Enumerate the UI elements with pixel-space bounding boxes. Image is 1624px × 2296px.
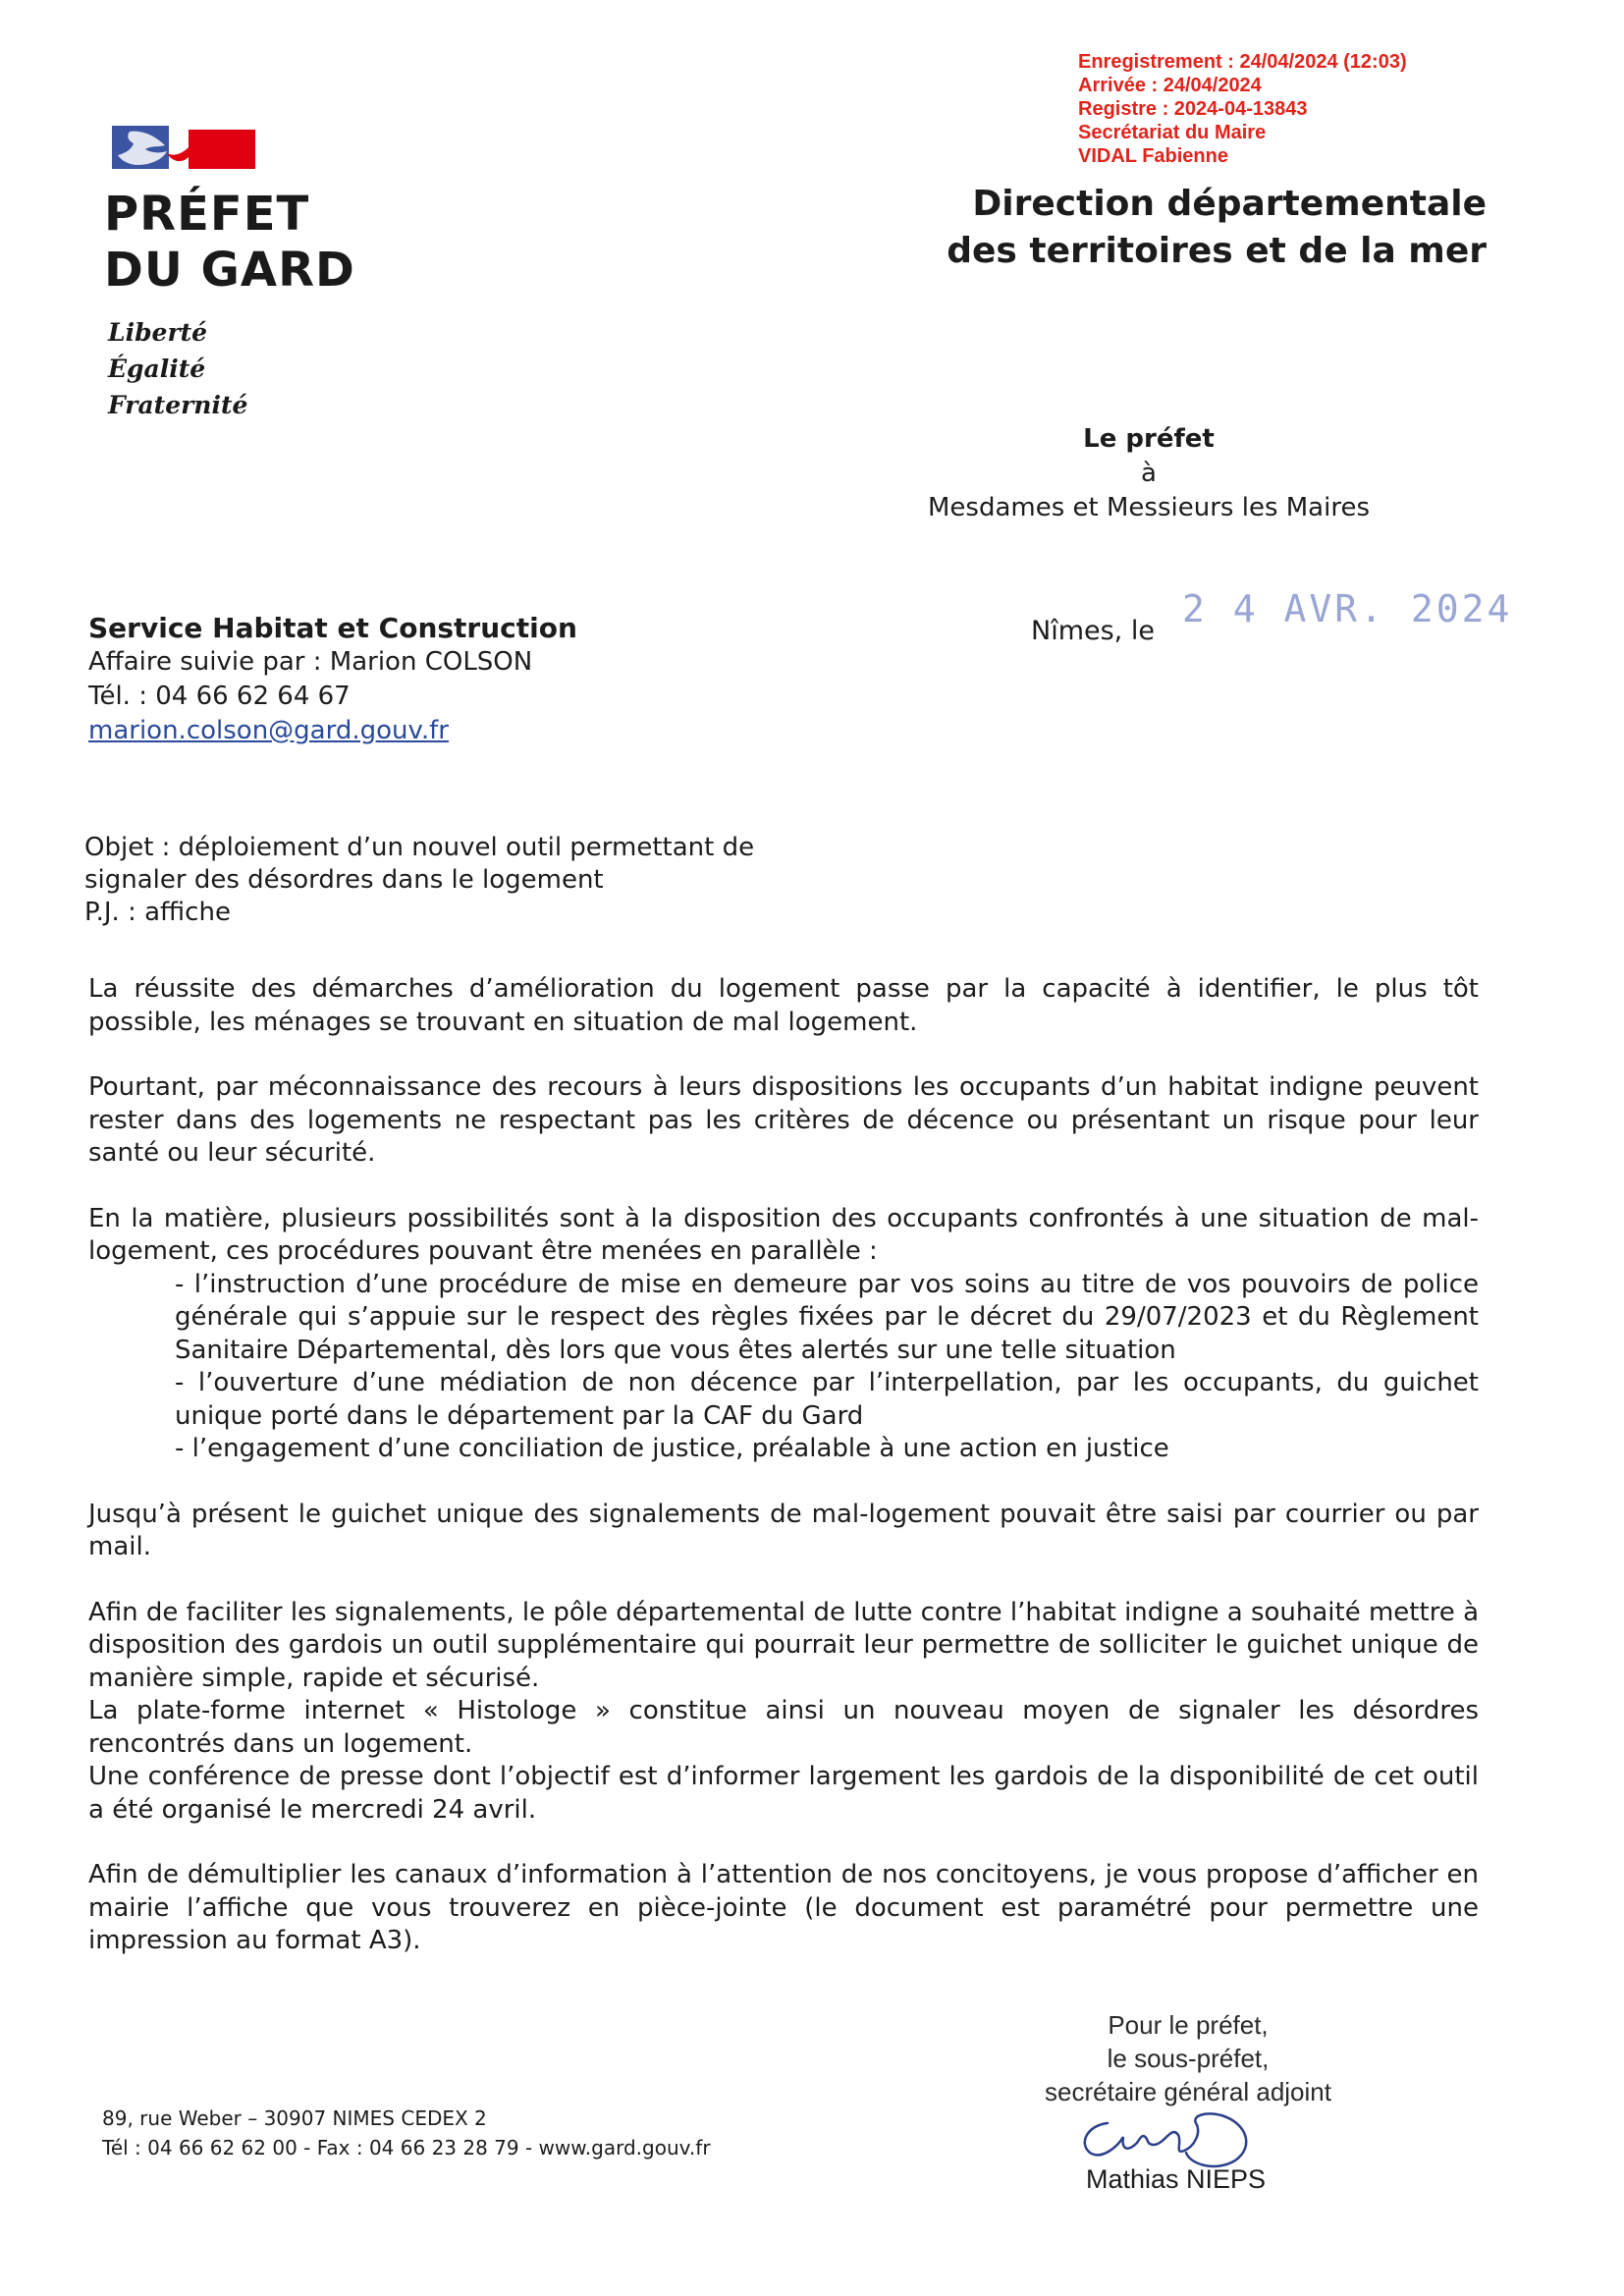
signer-name: Mathias NIEPS [1086, 2164, 1267, 2194]
paragraph-5b: La plate-forme internet « Histologe » constitue ainsi un nouveau moyen de signaler les désordres rencontrés dans un logement. [88, 1696, 1479, 1759]
direction-line-1: Direction départementale [972, 184, 1487, 224]
to-label: à [1141, 459, 1157, 488]
footer-address: 89, rue Weber – 30907 NIMES CEDEX 2 [102, 2106, 487, 2130]
list-item-1: - l’instruction d’une procédure de mise en demeure par vos soins au titre de vos pouvoirs de police générale qui s’appuie sur le respect des règles fixées par le décret du 29/07/2023 et du Règlement Sanitaire Départemental, dès lors que vous êtes alertés sur une telle situation [175, 1269, 1479, 1365]
followed-by: Affaire suivie par : Marion COLSON [88, 647, 533, 677]
paragraph-2: Pourtant, par méconnaissance des recours à leurs dispositions les occupants d’un habitat indigne peuvent rester dans des logements ne respectant pas les critères de décence ou présentant un risque pour leur santé ou leur sécurité. [88, 1072, 1479, 1168]
recipient-block [918, 422, 1380, 525]
registration-stamp [1078, 50, 1407, 168]
stamp-arrival: Arrivée : 24/04/2024 [1078, 75, 1262, 96]
closing-block [1021, 2008, 1355, 2108]
service-email-link[interactable]: marion.colson@gard.gouv.fr [88, 716, 449, 745]
handwritten-signature-icon [1068, 2104, 1294, 2172]
marianne-logo-icon [112, 124, 255, 171]
paragraph-1: La réussite des démarches d’amélioration du logement passe par la capacité à identifier, le plus tôt possible, les ménages se trouvant en situation de mal logement. [88, 974, 1479, 1037]
closing-line-3: secrétaire général adjoint [1045, 2077, 1331, 2106]
prefet-label: PRÉFET [104, 187, 310, 242]
footer-block [102, 2104, 711, 2162]
direction-line-2: des territoires et de la mer [947, 231, 1487, 271]
motto-fraternite: Fraternité [108, 391, 248, 419]
service-block [88, 611, 577, 748]
republic-motto [108, 314, 247, 423]
direction-header [947, 181, 1487, 275]
sender-label: Le préfet [1083, 424, 1215, 454]
attachment-label: P.J. : affiche [84, 898, 231, 927]
date-stamp: 2 4 AVR. 2024 [1182, 587, 1513, 630]
stamp-registration: Enregistrement : 24/04/2024 (12:03) [1078, 51, 1407, 73]
closing-line-1: Pour le préfet, [1108, 2010, 1269, 2040]
footer-contact: Tél : 04 66 62 62 00 - Fax : 04 66 23 28 79 - www.gard.gouv.fr [102, 2136, 711, 2159]
stamp-person: VIDAL Fabienne [1078, 145, 1228, 167]
paragraph-4: Jusqu’à présent le guichet unique des signalements de mal-logement pouvait être saisi par courrier ou par mail. [88, 1499, 1479, 1561]
options-block [88, 1203, 1479, 1466]
service-phone: Tél. : 04 66 62 64 67 [88, 682, 351, 711]
closing-line-2: le sous-préfet, [1107, 2044, 1270, 2073]
stamp-office: Secrétariat du Maire [1078, 122, 1267, 143]
paragraph-5c: Une conférence de presse dont l’objectif est d’informer largement les gardois de la disponibilité de cet outil a été organisé le mercredi 24 avril. [88, 1762, 1479, 1825]
subject-line-2: signaler des désordres dans le logement [84, 865, 604, 895]
paragraph-3: En la matière, plusieurs possibilités sont à la disposition des occupants confrontés à une situation de mal-logement, ces procédures pouvant être menées en parallèle : [88, 1203, 1479, 1266]
paragraph-5-block [88, 1597, 1479, 1828]
service-name: Service Habitat et Construction [88, 612, 577, 644]
addressee-label: Mesdames et Messieurs les Maires [928, 493, 1370, 522]
stamp-register: Registre : 2024-04-13843 [1078, 98, 1308, 120]
subject-line-1: Objet : déploiement d’un nouvel outil permettant de [84, 833, 755, 862]
motto-liberte: Liberté [108, 318, 208, 347]
prefecture-title [104, 187, 355, 299]
motto-egalite: Égalité [108, 355, 206, 383]
list-item-3: - l’engagement d’une conciliation de justice, préalable à une action en justice [175, 1434, 1169, 1463]
subject-block [84, 832, 754, 929]
paragraph-5a: Afin de faciliter les signalements, le pôle départemental de lutte contre l’habitat indigne a souhaité mettre à disposition des gardois un outil supplémentaire qui pourrait leur permettre de solliciter le guichet unique de manière simple, rapide et sécurisé. [88, 1597, 1479, 1693]
paragraph-6: Afin de démultiplier les canaux d’information à l’attention de nos concitoyens, je vous propose d’afficher en mairie l’affiche que vous trouverez en pièce-jointe (le document est paramétré pour permettre une impression au format A3). [88, 1860, 1479, 1955]
list-item-2: - l’ouverture d’une médiation de non décence par l’interpellation, par les occupants, du guichet unique porté dans le département par la CAF du Gard [175, 1368, 1479, 1431]
du-gard-label: DU GARD [104, 243, 355, 298]
letter-body [88, 973, 1479, 1991]
date-label: Nîmes, le [1031, 616, 1155, 646]
